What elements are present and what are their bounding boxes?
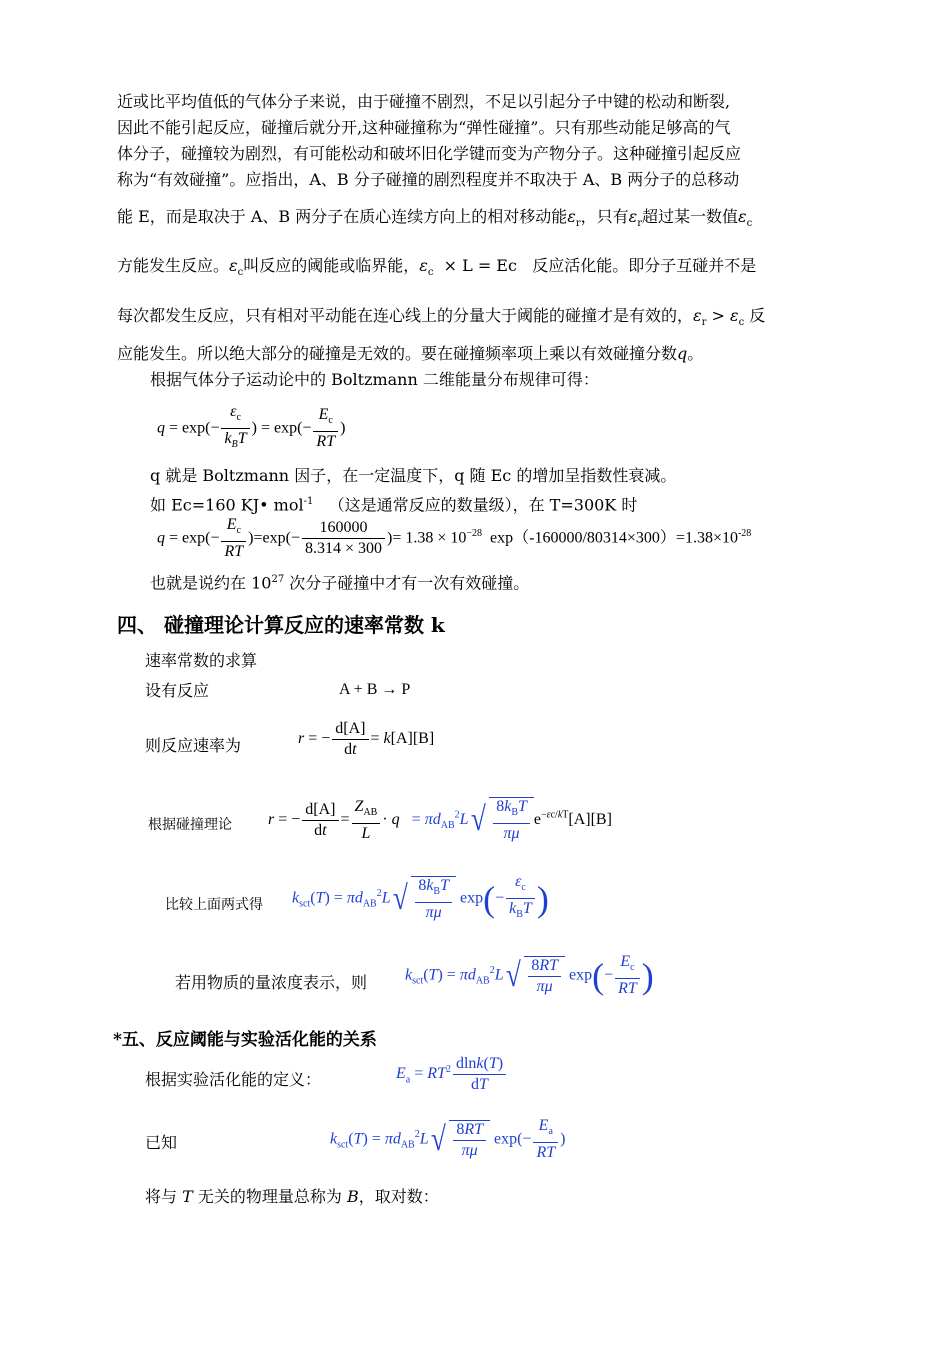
para-line-10: q 就是 Boltzmann 因子，在一定温度下，q 随 Ec 的增加呈指数性衰减。 [150,466,677,485]
para-line-8a: 应能发生。所以绝大部分的碰撞是无效的。要在碰撞频率项上乘以有效碰撞分数 [117,344,678,363]
para-line-8-end: 。 [687,344,704,363]
para-line-4: 称为“有效碰撞”。应指出，A、B 分子碰撞的剧烈程度并不取决于 A、B 两分子的总移动 [117,170,740,189]
para-line-5a: 能 E，而是取决于 A、B 两分子在质心连续方向上的相对移动能 [117,207,568,226]
para-line-11-sup: -1 [303,496,314,507]
para-line-11b: （这是通常反应的数量级），在 T=300K 时 [328,495,638,515]
section-4-line-2: 设有反应 [145,681,210,700]
result-exponent: −28 [466,527,483,539]
section-5-line-3a: 将与 [145,1187,183,1206]
section-5-heading: *五、反应阈能与实验活化能的关系 [113,1030,377,1050]
denominator-8314: 8.314 × 300 [304,540,382,558]
para-line-13b: 次分子碰撞中才有一次有效碰撞。 [284,573,530,593]
reaction-equation: A + B → P [339,681,411,698]
para-line-6d: 反应活化能。即分子互碰并不是 [532,256,757,275]
section-4-line-3: 则反应速率为 [145,736,242,755]
formula-boltzmann-factor: q = exp(− $\frac{\varepsilon_c}{k_BT}$ ) = exp(− $\frac{E_c}{RT}$ ) [157,403,346,451]
section-4-heading: 四、 碰撞理论计算反应的速率常数 k [117,613,445,637]
section-4-line-4: 根据碰撞理论 [148,817,232,833]
para-line-11a: 如 Ec=160 KJ• mol [150,495,304,515]
para-line-6a: 方能发生反应。 [117,256,230,275]
q-symbol: q [677,344,688,363]
formula-k-sct-molar: $k_{sct}(T) = \pi d_{AB}^2L√$ $\frac{8RT}{\pi\mu}$ exp(− $\frac{E_c}{RT}$ ) [405,953,654,998]
para-line-7b: 反 [749,306,766,325]
para-line-5: 能 E，而是取决于 A、B 两分子在质心连续方向上的相对移动能$\varepsilon_r$，只有$\varepsilon_r$超过某一数值$\varepsilon_c$ [117,207,753,230]
numerator-160000: 160000 [302,519,385,539]
section-5-line-1: 根据实验活化能的定义： [145,1070,322,1089]
symbol-T: T [182,1187,193,1206]
section-5-line-2: 已知 [145,1133,178,1152]
para-line-5b: ，只有 [580,207,629,226]
para-line-1: 近或比平均值低的气体分子来说，由于碰撞不剧烈，不足以引起分子中键的松动和断裂, [117,92,731,111]
para-line-9: 根据气体分子运动论中的 Boltzmann 二维能量分布规律可得： [150,370,599,389]
formula-k-sct-ea: $k_{sct}(T) = \pi d_{AB}^2L√$ $\frac{8RT}{\pi\mu}$ exp(− $\frac{E_a}{RT}$ ) [330,1117,566,1162]
formula-k-sct: $k_{sct}(T) = \pi d_{AB}^2L√$ $\frac{8k_BT}{\pi\mu}$ exp(− $\frac{\varepsilon_c}{k_BT}$ ) [292,873,549,921]
para-line-13-sup: 27 [271,574,285,585]
section-5-line-3c: ，取对数： [358,1187,439,1206]
para-line-7: 每次都发生反应，只有相对平动能在连心线上的分量大于阈能的碰撞才是有效的，$\varepsilon_r > \varepsilon_c$ 反 [117,306,766,329]
para-line-5c: 超过某一数值 [642,207,739,226]
para-line-6c: × L = Ec [443,256,517,275]
exp-tail-sup: -28 [737,527,752,539]
result-value: = 1.38 × 10 [392,529,467,547]
para-line-2: 因此不能引起反应，碰撞后就分开,这种碰撞称为“弹性碰撞”。只有那些动能足够高的气 [117,118,731,137]
formula-activation-energy: $E_a = RT^2$ $\frac{dlnk(T)}{dT}$ [396,1055,508,1094]
para-line-11 [150,492,637,515]
symbol-B: B [346,1187,359,1206]
formula-numeric-example: q = exp(− $\frac{E_c}{RT}$ )=exp(− $\frac{160000}{8.314 \times 300}$ )= $1.38 \times 10^{-28}$ $\exp(-160000/80314\times 300)=1.38\times 10^{-28}$ [157,516,752,561]
exp-tail: exp（-160000/80314×300）=1.38×10 [490,529,738,547]
formula-collision-rate: r = − $\frac{d[A]}{dt}$ = $\frac{Z_{AB}}{L}$ · q = $\pi d_{AB}^2L√$ $\frac{8k_BT}{\pi\mu}$ $e^{-\varepsilon c/kT}[A][B]$ [268,797,612,843]
section-5-line-3 [145,1187,439,1207]
section-4-line-5: 比较上面两式得 [165,897,263,913]
section-4-line-1: 速率常数的求算 [145,651,258,670]
formula-rate: r = − $\frac{d[A]}{dt}$ = k[A][B] [298,720,435,758]
para-line-3: 体分子，碰撞较为剧烈，有可能松动和破坏旧化学键而变为产物分子。这种碰撞引起反应 [117,144,742,163]
para-line-13a: 也就是说约在 10 [150,573,272,593]
section-5-line-3b: 无关的物理量总称为 [192,1187,347,1206]
para-line-7a: 每次都发生反应，只有相对平动能在连心线上的分量大于阈能的碰撞才是有效的， [117,306,694,325]
section-4-line-6: 若用物质的量浓度表示，则 [175,973,368,992]
para-line-6b: 叫反应的阈能或临界能， [243,256,420,275]
para-line-8 [117,344,703,364]
para-line-6: 方能发生反应。$\varepsilon_c$叫反应的阈能或临界能，$\varepsilon_c \times L = Ec$ 反应活化能。即分子互碰并不是 [117,256,757,279]
para-line-13 [150,570,529,593]
